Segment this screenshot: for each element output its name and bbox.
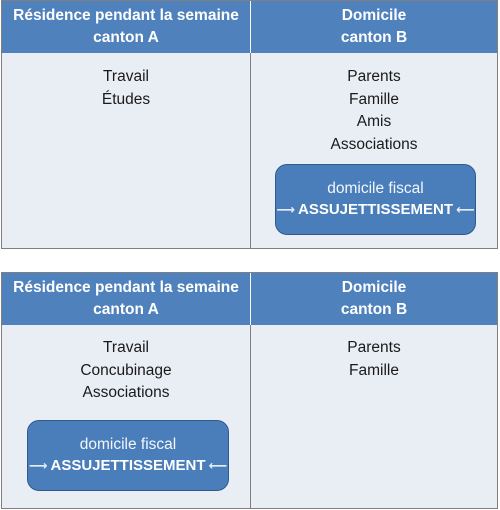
header-right-line-2: canton B — [340, 301, 408, 318]
right-arrow-icon: ⟶ — [28, 458, 48, 473]
list-item: Études — [101, 90, 151, 108]
body-row — [2, 53, 497, 248]
fiscal-domicile-box — [27, 420, 229, 491]
header-left-line-2: canton A — [93, 29, 159, 46]
tax-liability-status — [276, 199, 475, 221]
list-item: Associations — [330, 135, 418, 153]
list-item: Amis — [356, 113, 392, 130]
list-item: Famille — [349, 361, 399, 379]
header-domicile-canton-b — [251, 273, 497, 325]
list-canton-a — [2, 66, 250, 111]
list-item: Associations — [82, 384, 170, 401]
header-left-line-2: canton A — [93, 301, 159, 318]
list-canton-b — [251, 337, 497, 382]
diagram-residence-case-2 — [1, 272, 498, 509]
left-arrow-icon: ⟵ — [208, 458, 228, 473]
header-right-line-1: Domicile — [341, 7, 407, 24]
header-weekday-residence-canton-a — [2, 273, 251, 325]
header-weekday-residence-canton-a — [2, 1, 251, 53]
header-domicile-canton-b — [251, 1, 497, 53]
tax-liability-label: ASSUJETTISSEMENT — [50, 457, 206, 474]
header-right-line-2: canton B — [340, 29, 408, 46]
header-right-line-1: Domicile — [341, 279, 407, 296]
column-canton-a — [2, 53, 251, 248]
left-arrow-icon: ⟵ — [456, 202, 475, 217]
column-canton-a — [2, 325, 251, 508]
list-item: Famille — [349, 90, 399, 108]
list-item: Parents — [347, 68, 401, 85]
fiscal-domicile-label: domicile fiscal — [79, 436, 177, 453]
fiscal-domicile-box — [275, 164, 476, 235]
list-item: Concubinage — [80, 361, 172, 379]
list-canton-b — [251, 66, 497, 156]
tax-liability-label: ASSUJETTISSEMENT — [297, 201, 454, 218]
header-row — [2, 1, 497, 53]
header-row — [2, 273, 497, 325]
list-item: Travail — [103, 68, 149, 85]
right-arrow-icon: ⟶ — [276, 202, 295, 217]
tax-liability-status — [28, 455, 228, 477]
list-canton-a — [2, 337, 250, 405]
body-row — [2, 325, 497, 508]
column-canton-b — [251, 325, 497, 508]
column-canton-b — [251, 53, 497, 248]
diagram-residence-case-1 — [1, 0, 498, 249]
list-item: Parents — [347, 339, 401, 356]
header-left-line-1: Résidence pendant la semaine — [13, 7, 239, 24]
header-left-line-1: Résidence pendant la semaine — [13, 279, 239, 296]
fiscal-domicile-label: domicile fiscal — [327, 180, 424, 197]
list-item: Travail — [103, 339, 149, 356]
